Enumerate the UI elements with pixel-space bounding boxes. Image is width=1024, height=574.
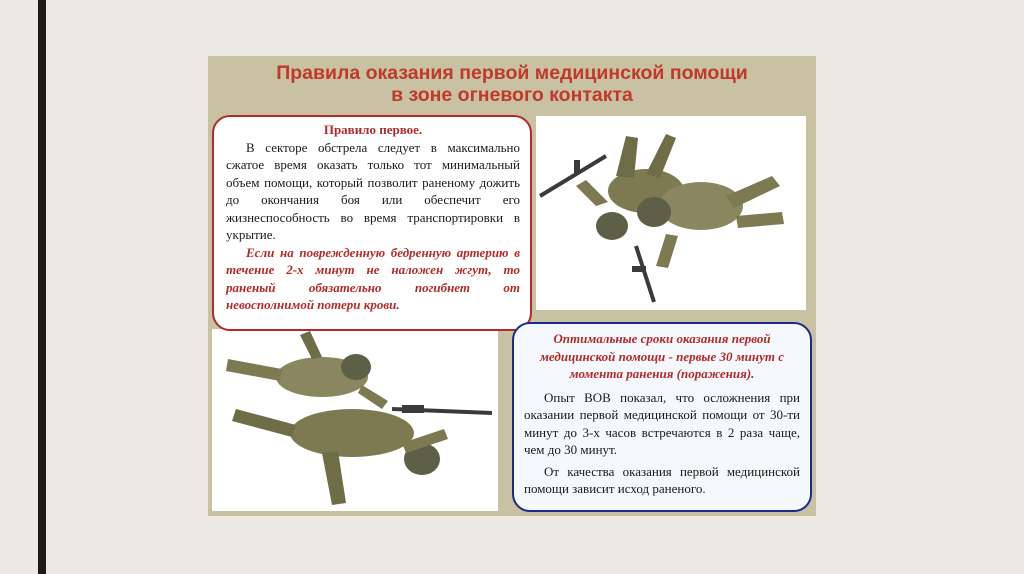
timing-para-1: Опыт ВОВ показал, что осложнения при оказании первой медицинской помощи от 30-ти минут до 3-х часов встречаются в 2 раза чаще, чем до 30 минут.: [524, 389, 800, 457]
rule-one-box: [212, 115, 532, 331]
slide-left-bar: [38, 0, 46, 574]
rule-one-body: В секторе обстрела следует в максимально сжатое время оказать только тот минимальный объем помощи, который позволит раненому дожить до окончания боя или обеспечит его жизнеспособность во время транспортировки в укрытие.: [226, 139, 520, 242]
timing-heading: Оптимальные сроки оказания первой медицинской помощи - первые 30 минут с момента ранения (поражения).: [540, 331, 784, 381]
illustration-crawling-soldiers: [536, 116, 806, 310]
timing-box: [512, 322, 812, 512]
illustration-dragging-wounded: [212, 329, 498, 511]
poster-title-line2: в зоне огневого контакта: [391, 84, 633, 106]
rule-one-heading: Правило первое.: [323, 122, 423, 137]
poster: [208, 56, 816, 516]
rule-one-warning: Если на поврежденную бедренную артерию в течение 2-х минут не наложен жгут, то раненый обязательно погибнет от невосполнимой потери крови.: [226, 244, 520, 312]
timing-para-2: От качества оказания первой медицинской помощи зависит исход раненого.: [524, 463, 800, 496]
poster-title: [208, 62, 816, 106]
poster-title-line1: Правила оказания первой медицинской помощи: [276, 62, 748, 84]
